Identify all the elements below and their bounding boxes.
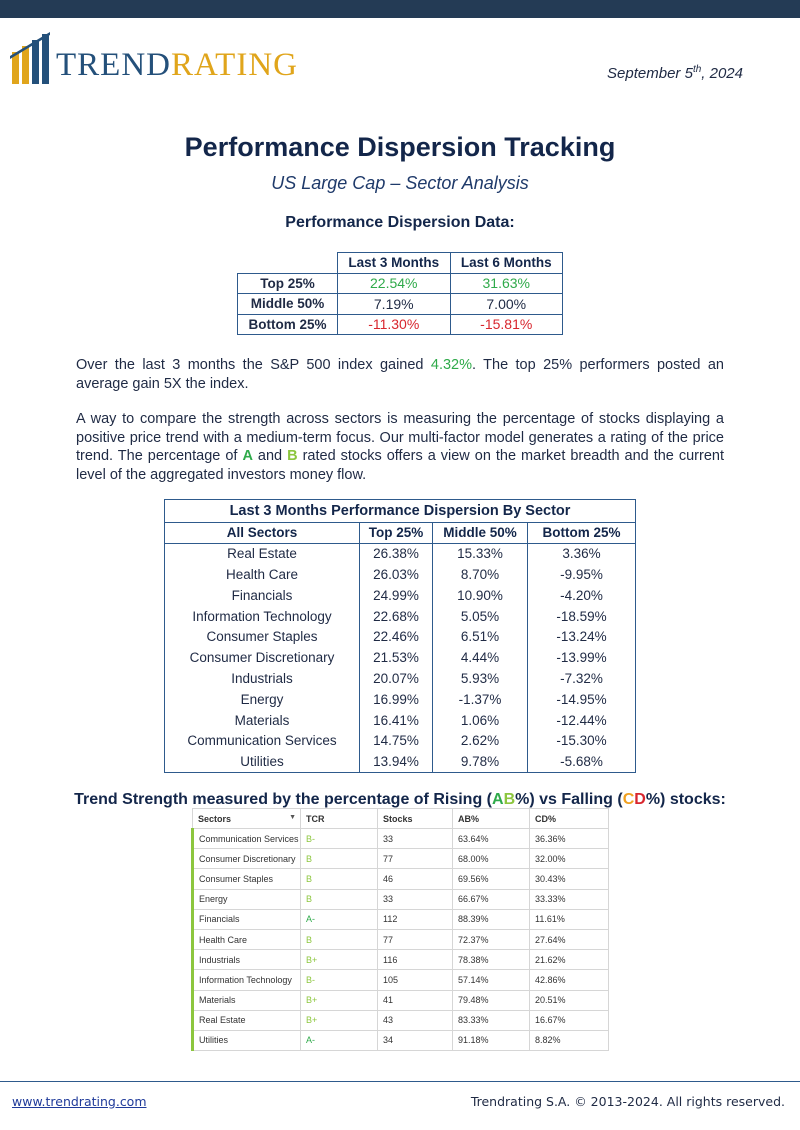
sector-name: Financials (193, 909, 301, 929)
stock-count: 34 (378, 1030, 453, 1050)
trendrating-logo (10, 30, 298, 84)
table-cell: -12.44% (528, 710, 636, 731)
tcr-rating: A- (301, 1030, 378, 1050)
row-label: Top 25% (238, 273, 338, 294)
sector-name: Information Technology (165, 606, 360, 627)
report-date: September 5th, 2024 (607, 64, 743, 82)
table-row (165, 585, 636, 606)
column-header: Bottom 25% (528, 523, 636, 544)
sector-name: Consumer Discretionary (193, 849, 301, 869)
cd-percent: 33.33% (530, 889, 609, 909)
ab-percent: 63.64% (453, 829, 530, 849)
table-row[interactable] (193, 889, 609, 909)
methodology-paragraph: A way to compare the strength across sectors is measuring the percentage of stocks displaying a positive price trend with a medium-term focus. Our multi-factor model generates a rating of the price trend. The percentage of A and B rated stocks offers a view on the market breadth and the current level of the aggregated investors money flow. (76, 411, 724, 483)
table-cell: 20.07% (360, 668, 433, 689)
tcr-rating: B (301, 869, 378, 889)
table-row (165, 543, 636, 564)
column-header: Last 6 Months (450, 253, 563, 274)
sector-name: Utilities (165, 751, 360, 772)
table-row[interactable] (193, 849, 609, 869)
table-cell: -14.95% (528, 689, 636, 710)
sector-name: Materials (165, 710, 360, 731)
tcr-rating: B+ (301, 950, 378, 970)
table-row (165, 730, 636, 751)
sector-name: Consumer Staples (193, 869, 301, 889)
trend-strength-table (191, 808, 609, 1051)
table-row (238, 314, 563, 335)
tcr-rating: A- (301, 909, 378, 929)
cd-percent: 11.61% (530, 909, 609, 929)
table-cell: 1.06% (433, 710, 528, 731)
row-label: Middle 50% (238, 294, 338, 315)
table-row[interactable] (193, 990, 609, 1010)
table-cell: -13.99% (528, 647, 636, 668)
column-header: Top 25% (360, 523, 433, 544)
ab-percent: 69.56% (453, 869, 530, 889)
column-header: Middle 50% (433, 523, 528, 544)
row-label: Bottom 25% (238, 314, 338, 335)
table-cell: 10.90% (433, 585, 528, 606)
table-cell: -1.37% (433, 689, 528, 710)
table-row (165, 710, 636, 731)
sector-name: Health Care (165, 564, 360, 585)
table-cell: -5.68% (528, 751, 636, 772)
column-header-ab[interactable]: AB% (453, 809, 530, 829)
tcr-rating: B+ (301, 990, 378, 1010)
table-row[interactable] (193, 929, 609, 949)
column-header-sectors[interactable]: Sectors ▼ (193, 809, 301, 829)
sector-name: Industrials (193, 950, 301, 970)
table-row[interactable] (193, 1010, 609, 1030)
index-paragraph: Over the last 3 months the S&P 500 index gained 4.32%. The top 25% performers posted an average gain 5X the index. (76, 357, 724, 392)
column-header: Last 3 Months (338, 253, 451, 274)
cd-percent: 16.67% (530, 1010, 609, 1030)
ab-percent: 72.37% (453, 929, 530, 949)
sector-dispersion-table (164, 499, 636, 773)
cd-percent: 21.62% (530, 950, 609, 970)
stock-count: 43 (378, 1010, 453, 1030)
ab-percent: 88.39% (453, 909, 530, 929)
ab-percent: 68.00% (453, 849, 530, 869)
table-cell: 6.51% (433, 626, 528, 647)
table-row (165, 668, 636, 689)
column-header-stocks[interactable]: Stocks (378, 809, 453, 829)
cd-percent: 32.00% (530, 849, 609, 869)
sector-name: Consumer Discretionary (165, 647, 360, 668)
trend-strength-heading: Trend Strength measured by the percentage of Rising (AB%) vs Falling (CD%) stocks: (74, 791, 726, 808)
page-title: Performance Dispersion Tracking (184, 132, 616, 162)
table-cell: 24.99% (360, 585, 433, 606)
table-row (165, 647, 636, 668)
stock-count: 77 (378, 849, 453, 869)
table-row[interactable] (193, 950, 609, 970)
stock-count: 112 (378, 909, 453, 929)
table-cell: 26.03% (360, 564, 433, 585)
cd-percent: 36.36% (530, 829, 609, 849)
table-row[interactable] (193, 1030, 609, 1050)
stock-count: 77 (378, 929, 453, 949)
table-cell: 15.33% (433, 543, 528, 564)
table-cell: 7.19% (338, 294, 451, 315)
stock-count: 41 (378, 990, 453, 1010)
table-cell: -9.95% (528, 564, 636, 585)
table-row (165, 689, 636, 710)
column-header-tcr[interactable]: TCR (301, 809, 378, 829)
stock-count: 33 (378, 829, 453, 849)
ab-percent: 79.48% (453, 990, 530, 1010)
table-row (165, 564, 636, 585)
cd-percent: 8.82% (530, 1030, 609, 1050)
table-row (165, 626, 636, 647)
cd-percent: 20.51% (530, 990, 609, 1010)
table-cell: 5.93% (433, 668, 528, 689)
table-row[interactable] (193, 909, 609, 929)
tcr-rating: B (301, 849, 378, 869)
table-row[interactable] (193, 970, 609, 990)
stock-count: 46 (378, 869, 453, 889)
table-caption: Last 3 Months Performance Dispersion By Sector (165, 500, 636, 523)
ab-percent: 78.38% (453, 950, 530, 970)
table-cell: -11.30% (338, 314, 451, 335)
sector-name: Communication Services (165, 730, 360, 751)
tcr-rating: B (301, 929, 378, 949)
table-cell: 22.54% (338, 273, 451, 294)
column-header: All Sectors (165, 523, 360, 544)
sector-name: Energy (193, 889, 301, 909)
sector-name: Information Technology (193, 970, 301, 990)
table-cell: 22.46% (360, 626, 433, 647)
stock-count: 33 (378, 889, 453, 909)
sector-name: Communication Services (193, 829, 301, 849)
sector-name: Energy (165, 689, 360, 710)
sector-name: Real Estate (165, 543, 360, 564)
top-bar (0, 0, 800, 18)
dispersion-heading: Performance Dispersion Data: (285, 214, 515, 231)
ab-percent: 91.18% (453, 1030, 530, 1050)
sector-name: Industrials (165, 668, 360, 689)
copyright-text: Trendrating S.A. © 2013-2024. All rights reserved. (470, 1094, 785, 1109)
ab-percent: 66.67% (453, 889, 530, 909)
sector-name: Utilities (193, 1030, 301, 1050)
table-cell: 9.78% (433, 751, 528, 772)
tcr-rating: B+ (301, 1010, 378, 1030)
table-cell: 4.44% (433, 647, 528, 668)
table-cell: 2.62% (433, 730, 528, 751)
table-cell: -13.24% (528, 626, 636, 647)
table-cell: 31.63% (450, 273, 563, 294)
sort-indicator-icon: ▼ (289, 813, 296, 821)
table-cell: 13.94% (360, 751, 433, 772)
cd-percent: 42.86% (530, 970, 609, 990)
table-cell: 22.68% (360, 606, 433, 627)
sector-name: Financials (165, 585, 360, 606)
sector-name: Consumer Staples (165, 626, 360, 647)
table-cell: 5.05% (433, 606, 528, 627)
table-row (238, 294, 563, 315)
table-row (165, 751, 636, 772)
sector-name: Health Care (193, 929, 301, 949)
page-subtitle: US Large Cap – Sector Analysis (271, 173, 529, 193)
table-cell: -4.20% (528, 585, 636, 606)
table-row (165, 606, 636, 627)
sector-name: Real Estate (193, 1010, 301, 1030)
table-cell: 21.53% (360, 647, 433, 668)
ab-percent: 83.33% (453, 1010, 530, 1030)
table-cell: 8.70% (433, 564, 528, 585)
website-link[interactable]: www.trendrating.com (12, 1094, 147, 1109)
table-cell: 16.99% (360, 689, 433, 710)
cd-percent: 30.43% (530, 869, 609, 889)
tcr-rating: B- (301, 829, 378, 849)
table-cell: 26.38% (360, 543, 433, 564)
table-row (238, 273, 563, 294)
table-cell: 3.36% (528, 543, 636, 564)
table-cell: 14.75% (360, 730, 433, 751)
column-header-cd[interactable]: CD% (530, 809, 609, 829)
sector-name: Materials (193, 990, 301, 1010)
stock-count: 105 (378, 970, 453, 990)
table-cell: -7.32% (528, 668, 636, 689)
table-cell: 16.41% (360, 710, 433, 731)
table-cell: -15.81% (450, 314, 563, 335)
dispersion-table (237, 252, 563, 335)
footer-divider (0, 1081, 800, 1082)
ab-percent: 57.14% (453, 970, 530, 990)
tcr-rating: B (301, 889, 378, 909)
bar-chart-logo-icon (10, 30, 52, 84)
table-row[interactable] (193, 829, 609, 849)
stock-count: 116 (378, 950, 453, 970)
table-cell: -18.59% (528, 606, 636, 627)
cd-percent: 27.64% (530, 929, 609, 949)
logo-wordmark: TRENDRATING (56, 47, 298, 83)
table-row[interactable] (193, 869, 609, 889)
tcr-rating: B- (301, 970, 378, 990)
table-cell: 7.00% (450, 294, 563, 315)
table-cell: -15.30% (528, 730, 636, 751)
